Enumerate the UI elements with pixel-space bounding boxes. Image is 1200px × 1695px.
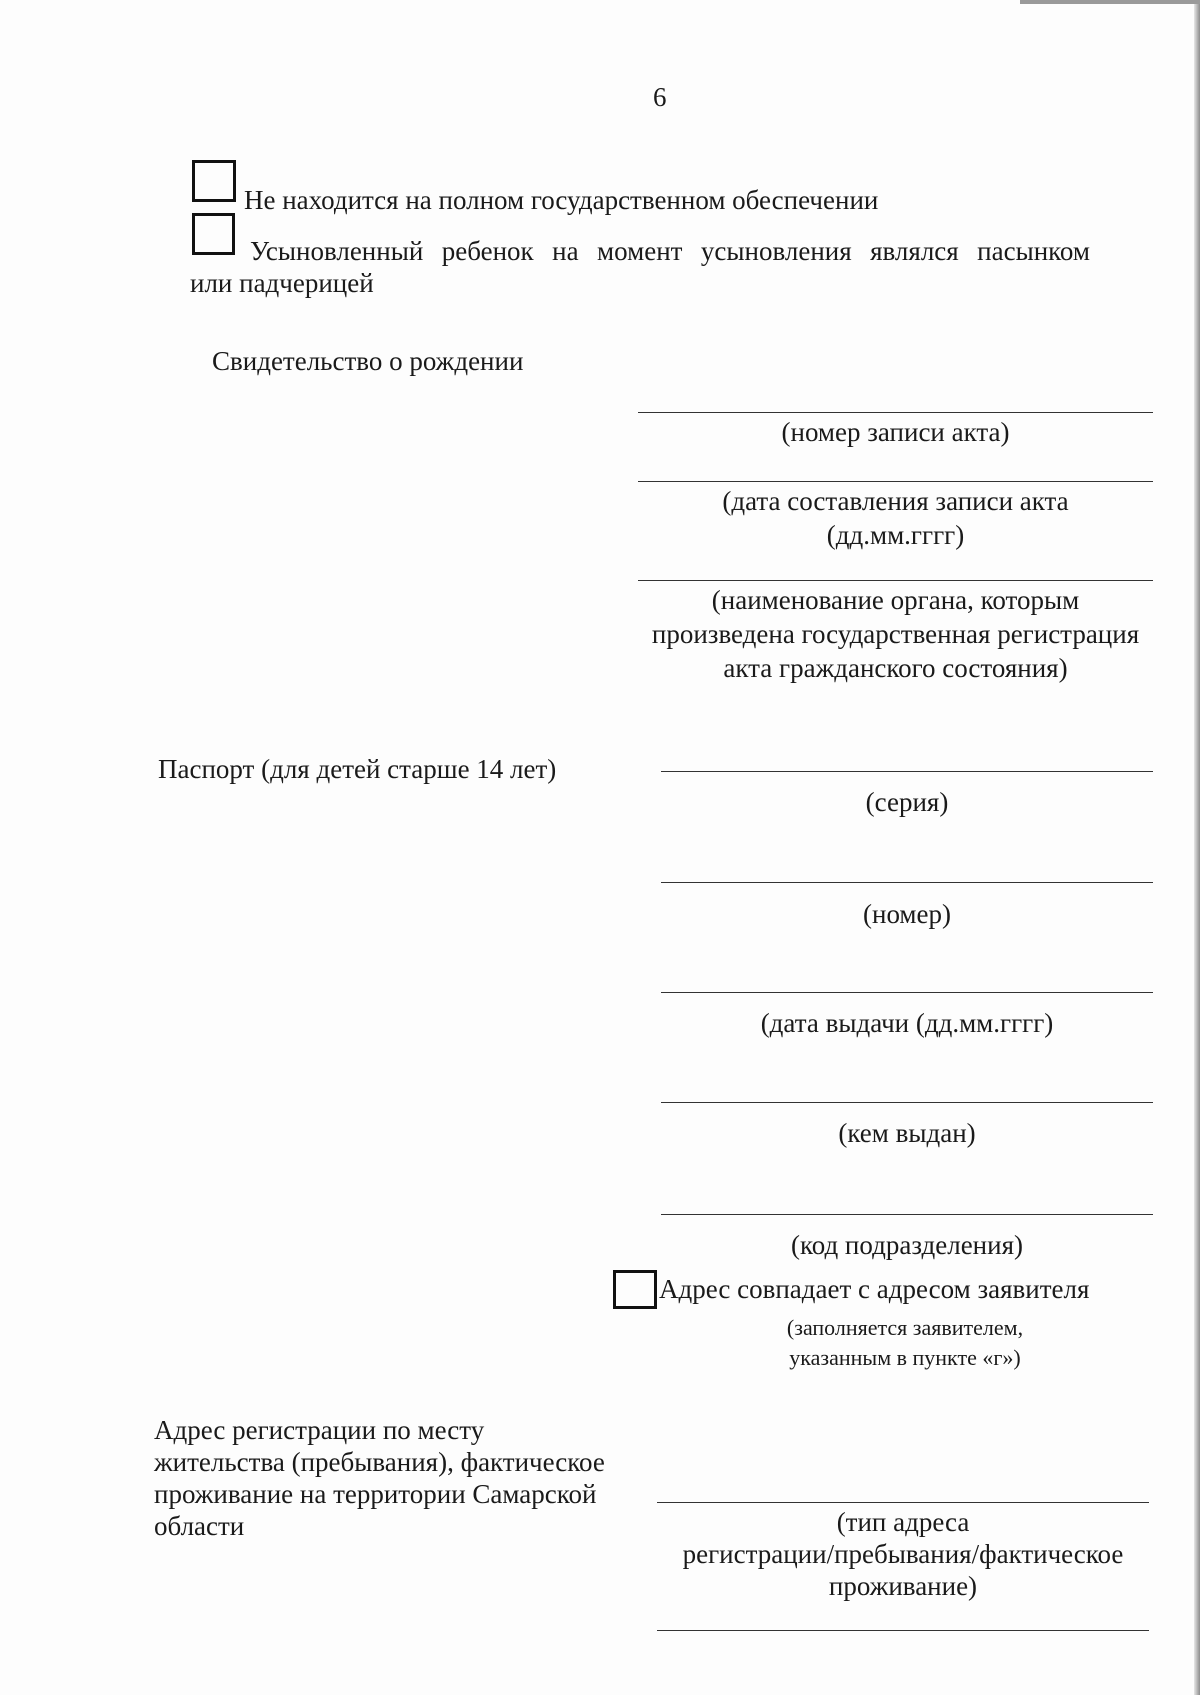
adopted-stepchild-checkbox[interactable] <box>192 213 235 255</box>
record-date-field[interactable] <box>638 481 1153 482</box>
registration-authority-field[interactable] <box>638 580 1153 581</box>
adopted-stepchild-label-line1: Усыновленный ребенок на момент усыновления являлся пасынком <box>250 236 1090 266</box>
registration-address-label-3: проживание на территории Самарской <box>154 1479 597 1509</box>
registration-address-label-4: области <box>154 1511 245 1541</box>
page-number: 6 <box>653 82 667 112</box>
address-type-caption-2: регистрации/пребывания/фактическое <box>682 1539 1124 1569</box>
address-same-checkbox[interactable] <box>613 1270 657 1309</box>
registration-authority-caption-3: акта гражданского состояния) <box>723 653 1068 683</box>
registration-authority-caption-2: произведена государственная регистрация <box>651 619 1140 649</box>
page-top-edge <box>1020 0 1200 4</box>
record-number-field[interactable] <box>638 412 1153 413</box>
registration-authority-caption-1: (наименование органа, которым <box>711 585 1080 615</box>
passport-issued-by-caption: (кем выдан) <box>838 1118 976 1148</box>
passport-issue-date-caption: (дата выдачи (дд.мм.гггг) <box>760 1008 1054 1038</box>
birth-certificate-label: Свидетельство о рождении <box>212 346 524 376</box>
address-type-caption-3: проживание) <box>828 1571 978 1601</box>
not-state-support-label: Не находится на полном государственном обеспечении <box>244 185 879 215</box>
registration-address-label-2: жительства (пребывания), фактическое <box>154 1447 605 1477</box>
passport-label: Паспорт (для детей старше 14 лет) <box>158 754 557 784</box>
page-edge-shadow <box>1194 0 1200 1695</box>
registration-address-label-1: Адрес регистрации по месту <box>154 1415 485 1445</box>
passport-number-caption: (номер) <box>863 899 951 929</box>
record-date-caption-2: (дд.мм.гггг) <box>826 520 965 550</box>
record-date-caption-1: (дата составления записи акта <box>722 486 1069 516</box>
not-state-support-checkbox[interactable] <box>192 160 236 202</box>
adopted-stepchild-label-line2: или падчерицей <box>190 268 374 298</box>
passport-issue-date-field[interactable] <box>661 992 1153 993</box>
record-number-caption: (номер записи акта) <box>781 417 1010 447</box>
address-value-field[interactable] <box>657 1630 1149 1631</box>
address-same-note-2: указанным в пункте «г») <box>789 1345 1021 1370</box>
address-same-note-1: (заполняется заявителем, <box>786 1315 1024 1340</box>
address-type-field[interactable] <box>657 1502 1149 1503</box>
address-type-caption-1: (тип адреса <box>836 1507 970 1537</box>
passport-issued-by-field[interactable] <box>661 1102 1153 1103</box>
passport-unit-code-caption: (код подразделения) <box>790 1230 1023 1260</box>
passport-series-caption: (серия) <box>865 787 949 817</box>
address-same-label: Адрес совпадает с адресом заявителя <box>659 1274 1090 1304</box>
passport-unit-code-field[interactable] <box>661 1214 1153 1215</box>
passport-number-field[interactable] <box>661 882 1153 883</box>
passport-series-field[interactable] <box>661 771 1153 772</box>
